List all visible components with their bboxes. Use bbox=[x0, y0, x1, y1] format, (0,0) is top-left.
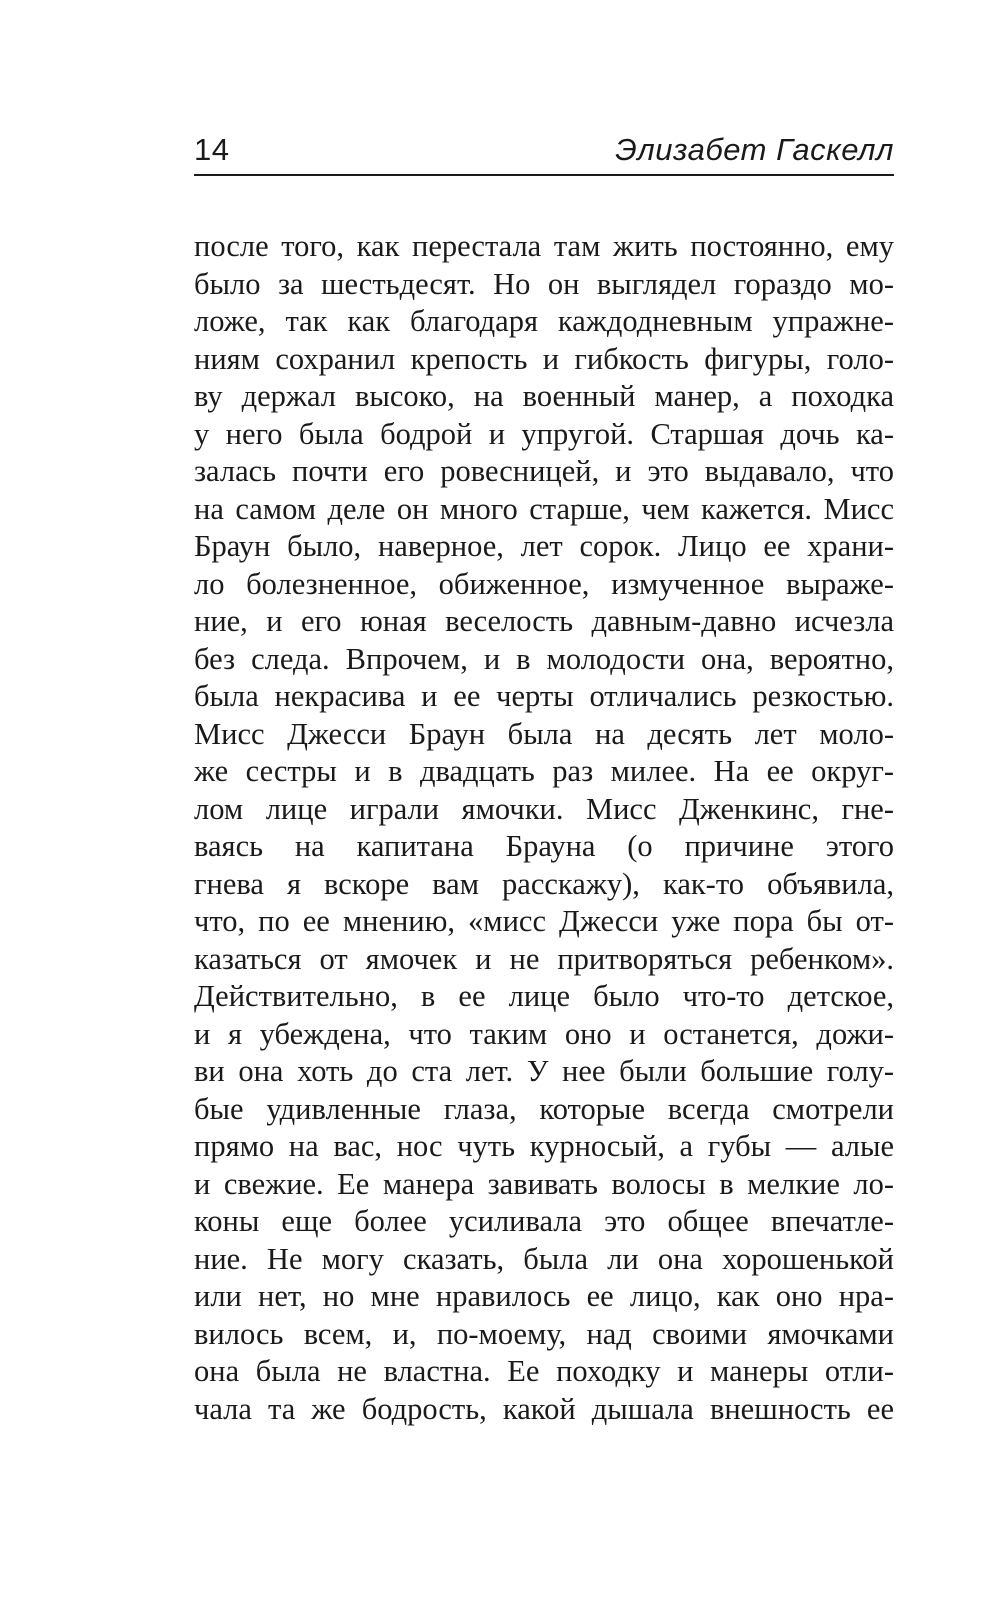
text-line: лом лице играли ямочки. Мисс Дженкинс, гне- bbox=[194, 791, 894, 826]
text-line: у него была бодрой и упругой. Старшая дочь ка- bbox=[194, 416, 894, 451]
text-line: же сестры и в двадцать раз милее. На ее округ- bbox=[194, 754, 894, 788]
header-rule bbox=[194, 174, 894, 176]
running-title: Элизабет Гаскелл bbox=[615, 132, 894, 167]
text-line: прямо на вас, нос чуть курносый, а губы — алые bbox=[194, 1129, 894, 1163]
text-line: и свежие. Ее манера завивать волосы в мелкие ло- bbox=[194, 1166, 894, 1201]
text-line: на самом деле он много старше, чем кажется. Мисс bbox=[194, 491, 894, 526]
text-line: Действительно, в ее лице было что-то детское, bbox=[194, 979, 894, 1013]
page-number: 14 bbox=[194, 132, 230, 167]
text-line: или нет, но мне нравилось ее лицо, как оно нра- bbox=[194, 1279, 894, 1313]
body-text bbox=[194, 228, 894, 1428]
text-line: коны еще более усиливала это общее впечатле- bbox=[194, 1204, 894, 1238]
text-line: ние, и его юная веселость давным-давно исчезла bbox=[194, 604, 894, 638]
text-line: ви она хоть до ста лет. У нее были большие голу- bbox=[194, 1054, 894, 1088]
text-line: ние. Не могу сказать, была ли она хорошенькой bbox=[194, 1241, 894, 1276]
text-line: ву держал высоко, на военный манер, а походка bbox=[194, 379, 894, 413]
text-line: Мисс Джесси Браун была на десять лет моло- bbox=[194, 716, 894, 751]
text-line: залась почти его ровесницей, и это выдавало, что bbox=[194, 454, 894, 488]
text-line: и я убеждена, что таким оно и останется, дожи- bbox=[194, 1016, 894, 1051]
text-line: что, по ее мнению, «мисс Джесси уже пора бы от- bbox=[194, 904, 894, 938]
text-line: Браун было, наверное, лет сорок. Лицо ее храни- bbox=[194, 529, 894, 563]
text-line: ло болезненное, обиженное, измученное выраже- bbox=[194, 566, 894, 601]
text-line: гнева я вскоре вам расскажу), как-то объявила, bbox=[194, 866, 894, 901]
text-line: чала та же бодрость, какой дышала внешность ее bbox=[194, 1391, 894, 1426]
text-line: ваясь на капитана Брауна (о причине этого bbox=[194, 829, 894, 863]
text-line: казаться от ямочек и не притворяться ребенком». bbox=[194, 941, 894, 976]
text-line: ниям сохранил крепость и гибкость фигуры, голо- bbox=[194, 341, 894, 376]
text-line: вилось всем, и, по-моему, над своими ямочками bbox=[194, 1316, 894, 1351]
text-line: после того, как перестала там жить постоянно, ему bbox=[194, 229, 894, 263]
text-line: ложе, так как благодаря каждодневным упражне- bbox=[194, 304, 894, 338]
text-line: без следа. Впрочем, и в молодости она, вероятно, bbox=[194, 641, 894, 676]
text-line: она была не властна. Ее походку и манеры отли- bbox=[194, 1354, 894, 1388]
text-line: было за шестьдесят. Но он выглядел гораздо мо- bbox=[194, 266, 894, 301]
running-head bbox=[194, 128, 894, 178]
text-line: была некрасива и ее черты отличались резкостью. bbox=[194, 679, 894, 713]
text-line: бые удивленные глаза, которые всегда смотрели bbox=[194, 1091, 894, 1126]
